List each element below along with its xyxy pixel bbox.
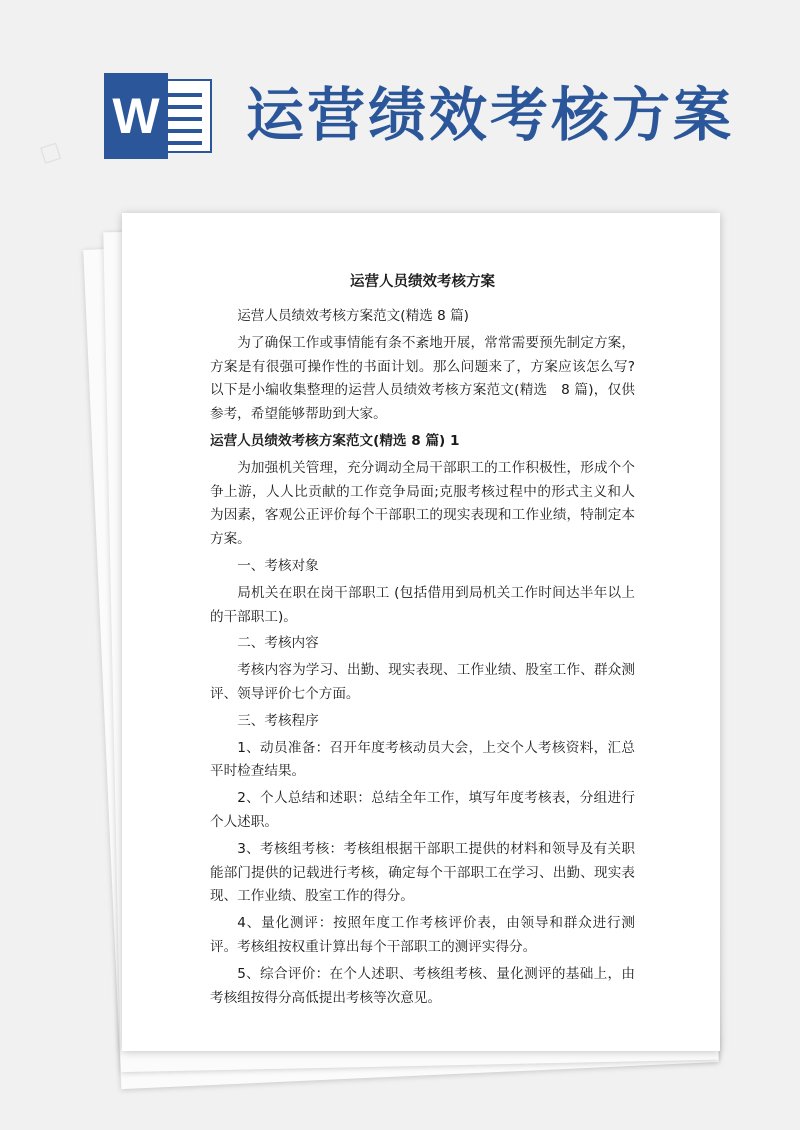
document-page — [122, 213, 720, 1051]
section-heading: 运营人员绩效考核方案范文(精选 8 篇) 1 — [210, 432, 460, 449]
paragraph: 4、量化测评：按照年度工作考核评价表，由领导和群众进行测评。考核组按权重计算出每个干部职工的测评实得分。 — [210, 915, 635, 955]
paragraph: 为了确保工作或事情能有条不紊地开展，常常需要预先制定方案，方案是有很强可操作性的书面计划。那么问题来了，方案应该怎么写?以下是小编收集整理的运营人员绩效考核方案范文(精选 8 篇)，仅供参考，希望能够帮助到大家。 — [210, 334, 635, 423]
word-doc-icon — [104, 73, 212, 159]
watermark: □ — [36, 137, 65, 168]
word-logo-letter: W — [104, 73, 168, 159]
paragraph: 3、考核组考核：考核组根据干部职工提供的材料和领导及有关职能部门提供的记载进行考核，确定每个干部职工在学习、出勤、现实表现、工作业绩、股室工作的得分。 — [210, 840, 635, 905]
paragraph: 二、考核内容 — [237, 635, 319, 652]
paragraph-list — [210, 305, 635, 1010]
paragraph: 为加强机关管理，充分调动全局干部职工的工作积极性，形成个个争上游，人人比贡献的工作竞争局面;克服考核过程中的形式主义和人为因素，客观公正评价每个干部职工的现实表现和工作业绩，特制定本方案。 — [210, 459, 635, 548]
paragraph: 1、动员准备：召开年度考核动员大会，上交个人考核资料，汇总平时检查结果。 — [210, 739, 635, 780]
paragraph: 2、个人总结和述职：总结全年工作，填写年度考核表，分组进行个人述职。 — [210, 790, 635, 830]
paragraph: 局机关在职在岗干部职工 (包括借用到局机关工作时间达半年以上的干部职工)。 — [210, 584, 635, 625]
document-title: 运营人员绩效考核方案 — [350, 274, 495, 290]
paragraph: 运营人员绩效考核方案范文(精选 8 篇) — [237, 308, 469, 324]
paragraph: 三、考核程序 — [237, 712, 319, 729]
paragraph: 考核内容为学习、出勤、现实表现、工作业绩、股室工作、群众测评、领导评价七个方面。 — [210, 662, 635, 702]
paragraph: 5、综合评价：在个人述职、考核组考核、量化测评的基础上，由考核组按得分高低提出考核等次意见。 — [210, 965, 635, 1006]
document-body — [210, 271, 635, 1013]
header-title: 运营绩效考核方案 — [246, 81, 735, 149]
paragraph: 一、考核对象 — [237, 557, 319, 574]
